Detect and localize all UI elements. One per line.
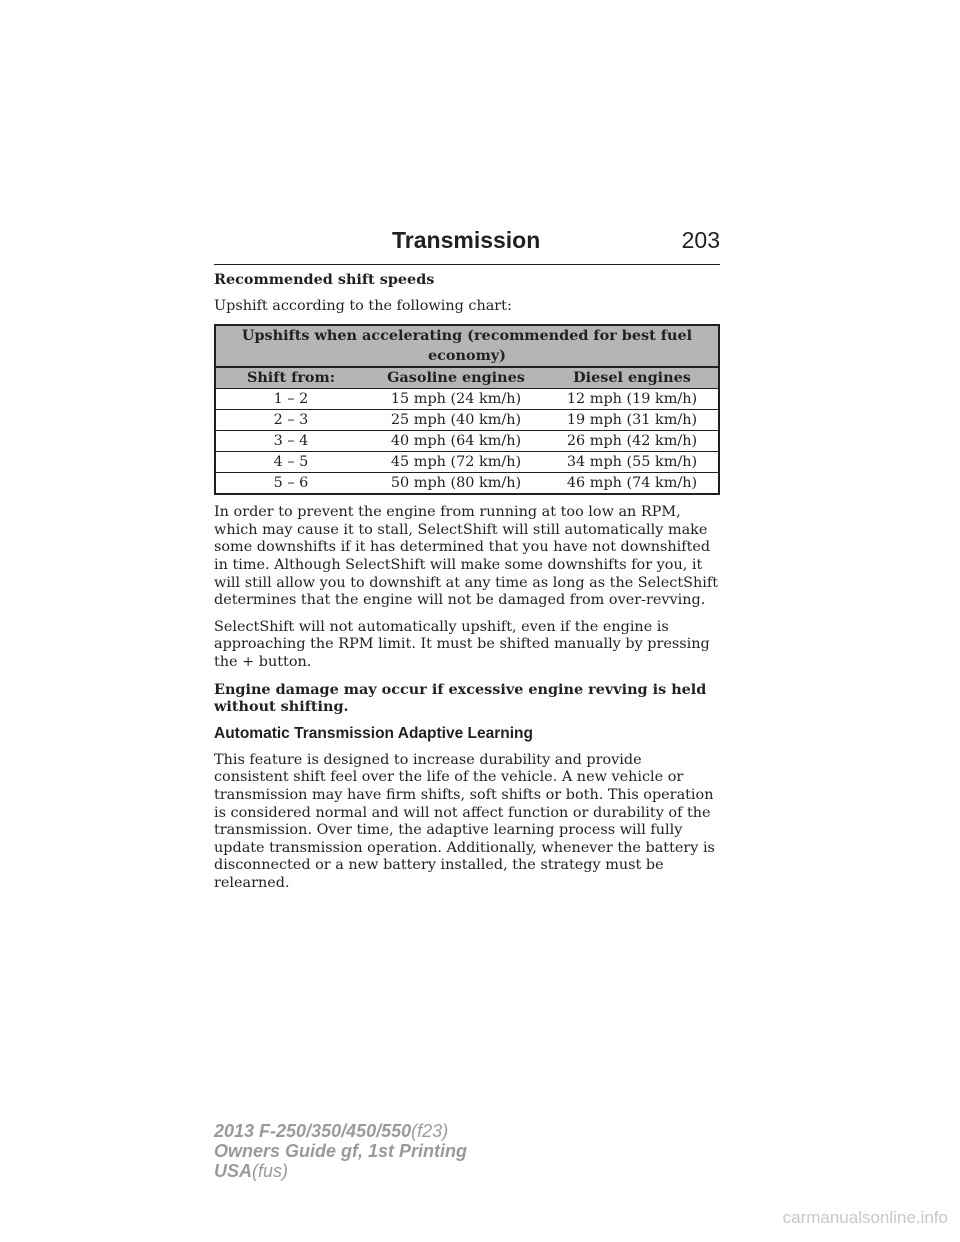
engine-damage-warning: Engine damage may occur if excessive engine revving is held without shifting. [214,680,707,716]
page-content [214,271,720,901]
table-header-row [215,367,719,389]
table-row [215,410,719,431]
footer-model: 2013 F-250/350/450/550 [214,1121,412,1141]
cell-gasoline: 40 mph (64 km/h) [366,431,546,452]
footer-market-code: (fus) [252,1161,289,1181]
column-header-diesel: Diesel engines [546,367,719,389]
cell-diesel: 46 mph (74 km/h) [546,473,719,495]
adaptive-learning-paragraph: This feature is designed to increase durability and provide consistent shift feel over the life of the vehicle. A new vehicle or transmission may have firm shifts, soft shifts or both. This operation is considered normal and will not affect function or durability of the transmission. Over time, the adaptive learning process will fully update transmission operation. Additionally, whenever the battery is disconnected or a new battery installed, the strategy must be relearned. [214,751,715,891]
table-row [215,389,719,410]
watermark-link[interactable]: carmanualsonline.info [782,1208,948,1227]
cell-diesel: 12 mph (19 km/h) [546,389,719,410]
cell-gasoline: 15 mph (24 km/h) [366,389,546,410]
cell-shift-from: 1 – 2 [215,389,366,410]
column-header-gasoline: Gasoline engines [366,367,546,389]
intro-text: Upshift according to the following chart: [214,297,512,314]
downshift-paragraph: In order to prevent the engine from running at too low an RPM, which may cause it to stall, SelectShift will still automatically make some downshifts if it has determined that you have not downshifted in time. Although SelectShift will make some downshifts for you, it will still allow you to downshift at any time as long as the SelectShift determines that the engine will not be damaged from over-revving. [214,504,718,609]
table-caption: Upshifts when accelerating (recommended for best fuel economy) [215,325,719,367]
table-row [215,452,719,473]
page-number: 203 [681,227,720,253]
column-header-shift-from: Shift from: [215,367,366,389]
cell-shift-from: 2 – 3 [215,410,366,431]
footer-model-code: (f23) [411,1121,449,1141]
section-title: Transmission [392,227,541,253]
cell-diesel: 26 mph (42 km/h) [546,431,719,452]
shift-speeds-heading: Recommended shift speeds [214,271,435,288]
cell-shift-from: 5 – 6 [215,473,366,495]
footer-market-line [214,1161,467,1181]
footer-market: USA [214,1161,253,1181]
table-row [215,431,719,452]
table-caption-row [215,325,719,367]
page-header [214,224,720,265]
upshift-paragraph: SelectShift will not automatically upshift, even if the engine is approaching the RPM limit. It must be shifted manually by pressing the + button. [214,618,710,670]
table-row [215,473,719,495]
cell-shift-from: 4 – 5 [215,452,366,473]
cell-diesel: 19 mph (31 km/h) [546,410,719,431]
footer-guide-line: Owners Guide gf, 1st Printing [214,1141,468,1161]
adaptive-learning-heading: Automatic Transmission Adaptive Learning [214,724,533,742]
shift-speeds-table [214,324,720,495]
cell-gasoline: 45 mph (72 km/h) [366,452,546,473]
cell-gasoline: 25 mph (40 km/h) [366,410,546,431]
footer-model-line [214,1121,467,1141]
cell-shift-from: 3 – 4 [215,431,366,452]
cell-gasoline: 50 mph (80 km/h) [366,473,546,495]
print-footer [214,1121,467,1181]
cell-diesel: 34 mph (55 km/h) [546,452,719,473]
